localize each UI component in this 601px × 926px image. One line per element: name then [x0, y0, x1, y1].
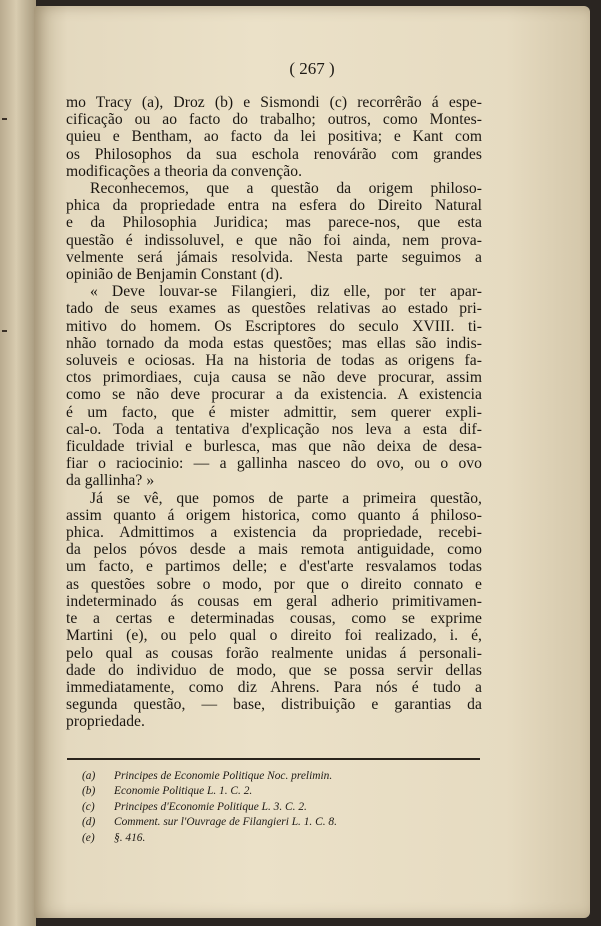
text-line: um facto, e partimos delle; e d'est'arte resvalamos todas [66, 558, 482, 576]
text-line: é um facto, que é mister admittir, sem querer expli- [66, 403, 482, 421]
text-line: como se não deve procurar a da existencia. A existencia [66, 386, 482, 404]
text-line: mitivo do homem. Os Escriptores do seculo XVIII. ti- [66, 317, 482, 335]
text-line: soluveis e ociosas. Ha na historia de todas as origens fa- [66, 352, 482, 370]
text-line: da gallinha? » [66, 472, 155, 490]
footnote-mark: (b) [82, 785, 96, 798]
text-line: segunda questão, — base, distribuição e garantias da [66, 696, 482, 714]
book-page [34, 6, 590, 918]
text-line: pelo qual as cousas forão realmente unidas á personali- [66, 644, 482, 662]
main-text [66, 94, 482, 731]
text-line: cificação ou ao facto do trabalho; outros, como Montes- [66, 111, 482, 129]
text-line: as questões sobre o modo, por que o direito connato e [66, 575, 482, 593]
text-line: dade do individuo de modo, que se possa servir dellas [66, 661, 482, 679]
footnote [82, 784, 462, 799]
text-line: quieu e Bentham, ao facto da lei positiva; e Kant com [66, 128, 482, 146]
text-line: « Deve louvar-se Filangieri, diz elle, por ter apar- [90, 283, 482, 301]
text-line: phica. Admittimos a existencia da propriedade, recebi- [66, 524, 482, 542]
text-line: Martini (e), ou pelo qual o direito foi realizado, i. é, [66, 627, 482, 645]
text-line: ficuldade trivial e burlesca, mas que não deixa de desa- [66, 438, 482, 456]
text-line: propriedade. [66, 713, 145, 731]
text-line: da pelos póvos desde a mais remota antiguidade, como [66, 541, 482, 559]
text-line: velmente será jámais resolvida. Nesta parte seguimos a [66, 248, 482, 266]
text-line: opinião de Benjamin Constant (d). [66, 266, 283, 284]
footnote-text: Principes de Economie Politique Noc. prelimin. [114, 770, 333, 782]
footnote [82, 815, 462, 830]
footnote-mark: (a) [82, 770, 96, 782]
text-line: os Philosophos da sua eschola renovárão com grandes [66, 145, 482, 163]
text-line: modificações a theoria da convenção. [66, 162, 303, 180]
text-line: nhão tornado da moda estas questões; mas ellas são indis- [66, 334, 482, 352]
text-line: immediatamente, como diz Ahrens. Para nós é tudo a [66, 678, 482, 696]
text-line: ctos primordiaes, cuja causa se não deve procurar, assim [66, 369, 482, 387]
footnotes [82, 769, 462, 846]
footnote-divider [67, 758, 480, 760]
text-line: e da Philosophia Juridica; mas parece-nos, que esta [66, 214, 482, 232]
footnote-mark: (e) [82, 831, 95, 844]
book-spine-edge [0, 0, 36, 926]
footnote [82, 800, 462, 815]
footnote-text: Comment. sur l'Ouvrage de Filangieri L. 1. C. 8. [114, 816, 337, 829]
footnote [82, 831, 462, 846]
text-line: indeterminado ás cousas em geral adherio primitivamen- [66, 592, 482, 610]
text-line: Reconhecemos, que a questão da origem philoso- [90, 180, 482, 198]
margin-mark [2, 330, 7, 332]
footnote-text: Principes d'Economie Politique L. 3. C. 2. [114, 800, 307, 813]
text-line: mo Tracy (a), Droz (b) e Sismondi (c) recorrêrão á espe- [66, 94, 482, 111]
text-line: tado de seus exames as questões relativas ao estado pri- [66, 300, 482, 318]
footnote-mark: (c) [82, 800, 95, 813]
text-line: assim quanto á origem historica, como quanto á philoso- [66, 506, 482, 524]
margin-mark [2, 118, 7, 120]
footnote [82, 769, 462, 784]
text-line: cal-o. Toda a tentativa d'explicação nos leva a esta dif- [66, 420, 482, 438]
text-line: te a certas e determinadas cousas, como se exprime [66, 610, 482, 628]
text-line: Já se vê, que pomos de parte a primeira questão, [90, 489, 482, 507]
text-line: phica da propriedade entra na esfera do Direito Natural [66, 197, 482, 215]
page-number: ( 267 ) [289, 59, 335, 78]
text-line: questão é indissoluvel, e que não foi ainda, nem prova- [66, 231, 482, 249]
footnote-mark: (d) [82, 816, 96, 829]
footnote-text: §. 416. [114, 831, 146, 844]
text-line: fiar o raciocinio: — a gallinha nasceo do ovo, ou o ovo [66, 455, 482, 473]
footnote-text: Economie Politique L. 1. C. 2. [114, 785, 253, 798]
